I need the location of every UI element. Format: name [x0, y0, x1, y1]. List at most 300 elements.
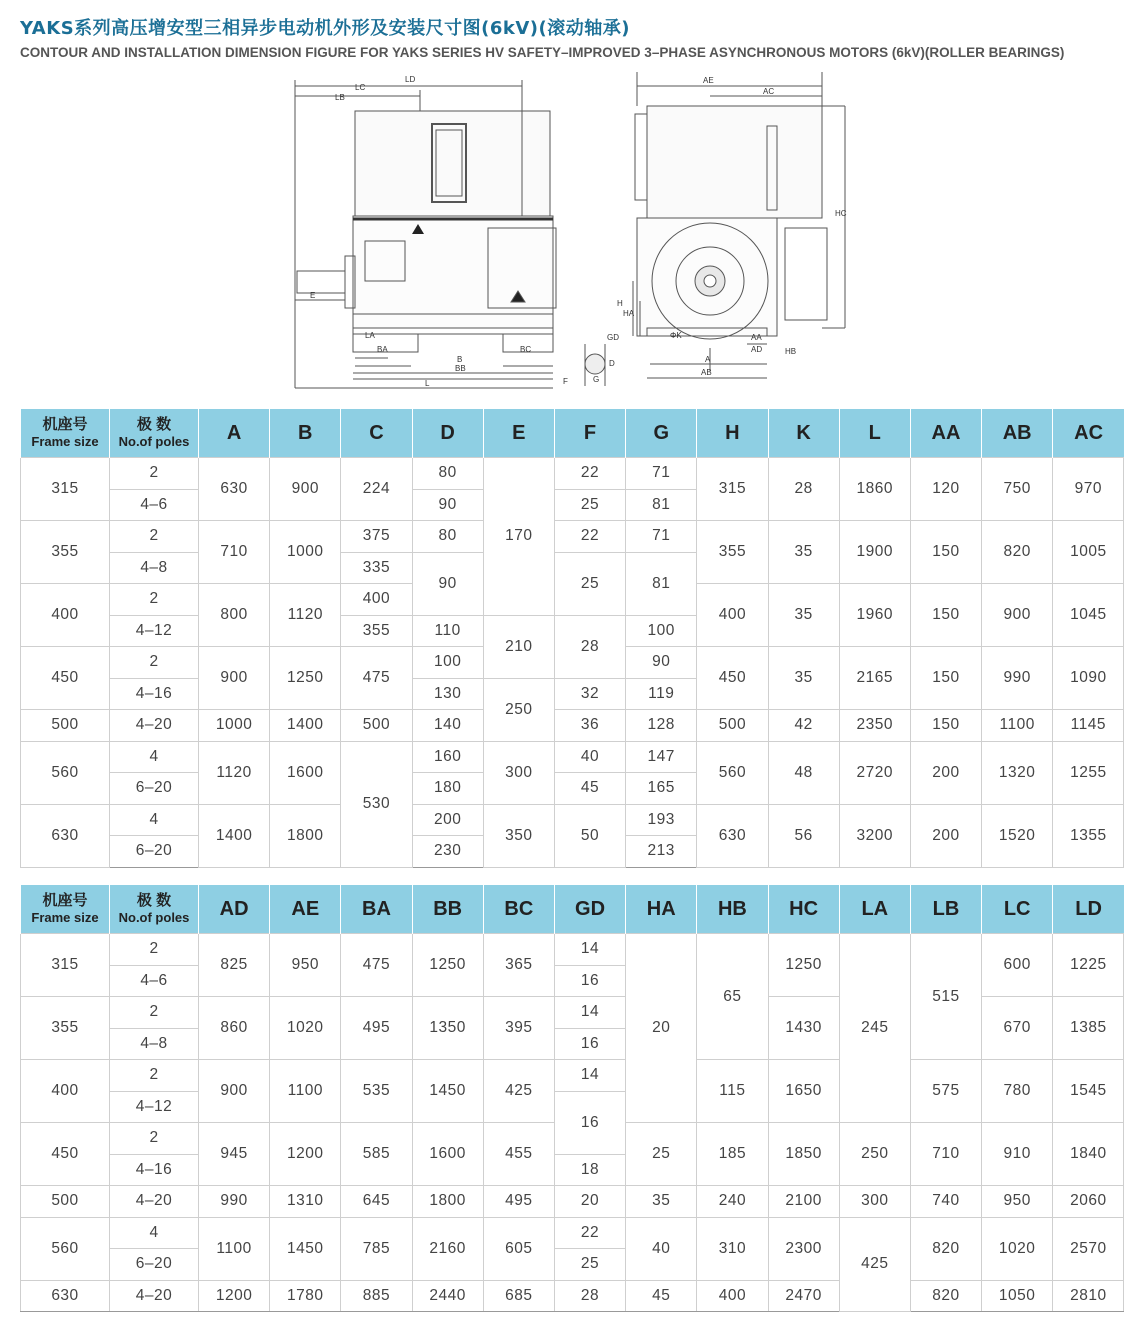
frame-size-cell: 560 — [21, 741, 110, 804]
value-cell: 25 — [554, 552, 625, 615]
poles-cell: 6–20 — [110, 1249, 199, 1281]
value-cell: 36 — [554, 710, 625, 742]
frame-size-cell: 630 — [21, 804, 110, 867]
value-cell: 1400 — [270, 710, 341, 742]
label-AE: AE — [703, 76, 714, 85]
value-cell: 20 — [626, 934, 697, 1123]
value-cell: 530 — [341, 741, 412, 867]
frame-size-cell: 500 — [21, 1186, 110, 1218]
table-row — [21, 934, 1124, 966]
side-view-body — [353, 216, 553, 328]
value-cell: 1600 — [270, 741, 341, 804]
value-cell: 90 — [626, 647, 697, 679]
value-cell: 970 — [1053, 458, 1124, 521]
table-row — [21, 804, 1124, 836]
value-cell: 2100 — [768, 1186, 839, 1218]
value-cell: 1200 — [270, 1123, 341, 1186]
value-cell: 1900 — [839, 521, 910, 584]
value-cell: 900 — [199, 647, 270, 710]
col-header: D — [412, 409, 483, 458]
value-cell: 1200 — [199, 1280, 270, 1312]
value-cell: 147 — [626, 741, 697, 773]
poles-cell: 2 — [110, 647, 199, 679]
col-header: LC — [982, 885, 1053, 934]
poles-cell: 4–12 — [110, 1091, 199, 1123]
value-cell: 1145 — [1053, 710, 1124, 742]
value-cell: 35 — [768, 521, 839, 584]
value-cell: 80 — [412, 458, 483, 490]
label-LC: LC — [355, 83, 366, 92]
table-row — [21, 458, 1124, 490]
value-cell: 56 — [768, 804, 839, 867]
col-header: BB — [412, 885, 483, 934]
poles-cell: 2 — [110, 521, 199, 553]
value-cell: 645 — [341, 1186, 412, 1218]
value-cell: 28 — [554, 1280, 625, 1312]
value-cell: 150 — [910, 647, 981, 710]
value-cell: 500 — [697, 710, 768, 742]
front-view-top-box — [647, 106, 822, 218]
value-cell: 605 — [483, 1217, 554, 1280]
value-cell: 710 — [199, 521, 270, 584]
col-header: C — [341, 409, 412, 458]
value-cell: 495 — [341, 997, 412, 1060]
value-cell: 1840 — [1053, 1123, 1124, 1186]
poles-cell: 4 — [110, 804, 199, 836]
value-cell: 495 — [483, 1186, 554, 1218]
value-cell: 535 — [341, 1060, 412, 1123]
label-GD: GD — [607, 333, 619, 342]
col-header: LD — [1053, 885, 1124, 934]
poles-cell: 2 — [110, 997, 199, 1029]
value-cell: 48 — [768, 741, 839, 804]
value-cell: 25 — [554, 1249, 625, 1281]
value-cell: 475 — [341, 647, 412, 710]
value-cell: 80 — [412, 521, 483, 553]
table-row — [21, 1186, 1124, 1218]
value-cell: 945 — [199, 1123, 270, 1186]
label-LD: LD — [405, 75, 416, 84]
poles-cell: 4–16 — [110, 678, 199, 710]
value-cell: 1800 — [412, 1186, 483, 1218]
label-AB: AB — [701, 368, 712, 377]
value-cell: 1545 — [1053, 1060, 1124, 1123]
value-cell: 42 — [768, 710, 839, 742]
poles-cell: 4–12 — [110, 615, 199, 647]
value-cell: 630 — [199, 458, 270, 521]
value-cell: 1020 — [982, 1217, 1053, 1280]
frame-size-cell: 355 — [21, 997, 110, 1060]
value-cell: 1100 — [199, 1217, 270, 1280]
frame-size-cell: 400 — [21, 1060, 110, 1123]
col-header: F — [554, 409, 625, 458]
value-cell: 245 — [839, 934, 910, 1123]
value-cell: 71 — [626, 521, 697, 553]
value-cell: 35 — [626, 1186, 697, 1218]
poles-cell: 4–20 — [110, 1186, 199, 1218]
value-cell: 2165 — [839, 647, 910, 710]
value-cell: 1020 — [270, 997, 341, 1060]
value-cell: 1960 — [839, 584, 910, 647]
value-cell: 1450 — [412, 1060, 483, 1123]
frame-size-cell: 355 — [21, 521, 110, 584]
value-cell: 1600 — [412, 1123, 483, 1186]
poles-cell: 2 — [110, 1123, 199, 1155]
poles-header: 极 数 No.of poles — [110, 409, 199, 458]
label-D: D — [609, 359, 615, 368]
value-cell: 910 — [982, 1123, 1053, 1186]
label-HB: HB — [785, 347, 797, 356]
value-cell: 71 — [626, 458, 697, 490]
value-cell: 150 — [910, 710, 981, 742]
value-cell: 25 — [554, 489, 625, 521]
label-B: B — [457, 355, 463, 364]
value-cell: 1045 — [1053, 584, 1124, 647]
value-cell: 1400 — [199, 804, 270, 867]
value-cell: 200 — [910, 741, 981, 804]
frame-size-header: 机座号 Frame size — [21, 885, 110, 934]
frame-size-cell: 315 — [21, 934, 110, 997]
value-cell: 425 — [483, 1060, 554, 1123]
value-cell: 1850 — [768, 1123, 839, 1186]
col-header: LA — [839, 885, 910, 934]
value-cell: 115 — [697, 1060, 768, 1123]
value-cell: 25 — [626, 1123, 697, 1186]
value-cell: 128 — [626, 710, 697, 742]
label-BC: BC — [520, 345, 532, 354]
frame-size-cell: 630 — [21, 1280, 110, 1312]
value-cell: 130 — [412, 678, 483, 710]
value-cell: 575 — [910, 1060, 981, 1123]
value-cell: 1320 — [982, 741, 1053, 804]
col-header: BC — [483, 885, 554, 934]
value-cell: 1355 — [1053, 804, 1124, 867]
value-cell: 2300 — [768, 1217, 839, 1280]
side-view-top-box — [355, 111, 550, 216]
value-cell: 450 — [697, 647, 768, 710]
label-BA: BA — [377, 345, 388, 354]
col-header: A — [199, 409, 270, 458]
frame-size-cell: 400 — [21, 584, 110, 647]
value-cell: 14 — [554, 934, 625, 966]
value-cell: 16 — [554, 1091, 625, 1154]
value-cell: 200 — [412, 804, 483, 836]
poles-cell: 4–8 — [110, 552, 199, 584]
col-header: E — [483, 409, 554, 458]
value-cell: 900 — [199, 1060, 270, 1123]
value-cell: 100 — [626, 615, 697, 647]
value-cell: 150 — [910, 521, 981, 584]
value-cell: 1050 — [982, 1280, 1053, 1312]
title-chinese: YAKS系列高压增安型三相异步电动机外形及安装尺寸图(6kV)(滚动轴承) — [20, 18, 630, 39]
value-cell: 14 — [554, 997, 625, 1029]
value-cell: 2470 — [768, 1280, 839, 1312]
shaft-section — [585, 354, 605, 374]
col-header: HB — [697, 885, 768, 934]
label-F: F — [563, 377, 568, 386]
value-cell: 1255 — [1053, 741, 1124, 804]
value-cell: 35 — [768, 647, 839, 710]
col-header: AB — [982, 409, 1053, 458]
col-header: AA — [910, 409, 981, 458]
value-cell: 45 — [554, 773, 625, 805]
value-cell: 35 — [768, 584, 839, 647]
col-header: AC — [1053, 409, 1124, 458]
value-cell: 685 — [483, 1280, 554, 1312]
table-row — [21, 521, 1124, 553]
value-cell: 1310 — [270, 1186, 341, 1218]
col-header: AE — [270, 885, 341, 934]
value-cell: 750 — [982, 458, 1053, 521]
value-cell: 200 — [910, 804, 981, 867]
value-cell: 250 — [483, 678, 554, 741]
value-cell: 240 — [697, 1186, 768, 1218]
value-cell: 670 — [982, 997, 1053, 1060]
col-header: HA — [626, 885, 697, 934]
value-cell: 350 — [483, 804, 554, 867]
value-cell: 990 — [982, 647, 1053, 710]
value-cell: 395 — [483, 997, 554, 1060]
frame-size-cell: 315 — [21, 458, 110, 521]
poles-cell: 4 — [110, 1217, 199, 1249]
value-cell: 65 — [697, 934, 768, 1060]
label-H: H — [617, 299, 623, 308]
value-cell: 81 — [626, 489, 697, 521]
value-cell: 2060 — [1053, 1186, 1124, 1218]
value-cell: 2720 — [839, 741, 910, 804]
value-cell: 213 — [626, 836, 697, 868]
dimension-table-2 — [20, 885, 1124, 1312]
poles-cell: 6–20 — [110, 773, 199, 805]
value-cell: 310 — [697, 1217, 768, 1280]
value-cell: 119 — [626, 678, 697, 710]
poles-cell: 4–20 — [110, 710, 199, 742]
value-cell: 81 — [626, 552, 697, 615]
value-cell: 400 — [697, 584, 768, 647]
value-cell: 630 — [697, 804, 768, 867]
value-cell: 1860 — [839, 458, 910, 521]
value-cell: 22 — [554, 458, 625, 490]
value-cell: 990 — [199, 1186, 270, 1218]
col-header: BA — [341, 885, 412, 934]
value-cell: 1430 — [768, 997, 839, 1060]
value-cell: 100 — [412, 647, 483, 679]
value-cell: 22 — [554, 521, 625, 553]
value-cell: 1520 — [982, 804, 1053, 867]
value-cell: 950 — [270, 934, 341, 997]
value-cell: 2570 — [1053, 1217, 1124, 1280]
value-cell: 90 — [412, 552, 483, 615]
col-header: K — [768, 409, 839, 458]
value-cell: 1090 — [1053, 647, 1124, 710]
value-cell: 500 — [341, 710, 412, 742]
value-cell: 180 — [412, 773, 483, 805]
value-cell: 22 — [554, 1217, 625, 1249]
value-cell: 50 — [554, 804, 625, 867]
col-header: L — [839, 409, 910, 458]
label-LA: LA — [365, 331, 375, 340]
value-cell: 780 — [982, 1060, 1053, 1123]
value-cell: 120 — [910, 458, 981, 521]
label-K: ΦK — [670, 331, 682, 340]
value-cell: 28 — [554, 615, 625, 678]
value-cell: 2350 — [839, 710, 910, 742]
dimension-table-1 — [20, 409, 1124, 868]
label-HA: HA — [623, 309, 635, 318]
value-cell: 1800 — [270, 804, 341, 867]
value-cell: 2160 — [412, 1217, 483, 1280]
value-cell: 193 — [626, 804, 697, 836]
label-A: A — [705, 355, 711, 364]
value-cell: 170 — [483, 458, 554, 616]
value-cell: 335 — [341, 552, 412, 584]
col-header: GD — [554, 885, 625, 934]
value-cell: 1120 — [199, 741, 270, 804]
value-cell: 150 — [910, 584, 981, 647]
poles-cell: 2 — [110, 1060, 199, 1092]
value-cell: 3200 — [839, 804, 910, 867]
label-AC: AC — [763, 87, 775, 96]
title-english: CONTOUR AND INSTALLATION DIMENSION FIGURE FOR YAKS SERIES HV SAFETY–IMPROVED 3–PHASE ASYNCHRONOUS MOTORS (6kV)(ROLLER BEARINGS) — [20, 45, 1065, 60]
col-header: G — [626, 409, 697, 458]
value-cell: 300 — [839, 1186, 910, 1218]
value-cell: 160 — [412, 741, 483, 773]
col-header: B — [270, 409, 341, 458]
poles-cell: 2 — [110, 934, 199, 966]
value-cell: 1000 — [270, 521, 341, 584]
label-HC: HC — [835, 209, 847, 218]
value-cell: 400 — [697, 1280, 768, 1312]
value-cell: 475 — [341, 934, 412, 997]
label-G: G — [593, 375, 600, 384]
poles-cell: 2 — [110, 458, 199, 490]
value-cell: 400 — [341, 584, 412, 616]
shaft — [297, 271, 345, 293]
value-cell: 740 — [910, 1186, 981, 1218]
label-BB: BB — [455, 364, 466, 373]
col-header: LB — [910, 885, 981, 934]
value-cell: 315 — [697, 458, 768, 521]
value-cell: 140 — [412, 710, 483, 742]
value-cell: 300 — [483, 741, 554, 804]
value-cell: 710 — [910, 1123, 981, 1186]
value-cell: 1250 — [768, 934, 839, 997]
value-cell: 1225 — [1053, 934, 1124, 997]
value-cell: 900 — [982, 584, 1053, 647]
poles-cell: 2 — [110, 584, 199, 616]
value-cell: 820 — [982, 521, 1053, 584]
label-AA: AA — [751, 333, 762, 342]
value-cell: 1120 — [270, 584, 341, 647]
value-cell: 1250 — [412, 934, 483, 997]
value-cell: 515 — [910, 934, 981, 1060]
value-cell: 800 — [199, 584, 270, 647]
value-cell: 355 — [697, 521, 768, 584]
value-cell: 1350 — [412, 997, 483, 1060]
front-view-terminal-box — [785, 228, 827, 320]
value-cell: 365 — [483, 934, 554, 997]
frame-size-cell: 560 — [21, 1217, 110, 1280]
value-cell: 210 — [483, 615, 554, 678]
value-cell: 1385 — [1053, 997, 1124, 1060]
value-cell: 820 — [910, 1280, 981, 1312]
value-cell: 90 — [412, 489, 483, 521]
value-cell: 1780 — [270, 1280, 341, 1312]
table-row — [21, 1060, 1124, 1092]
value-cell: 45 — [626, 1280, 697, 1312]
frame-size-cell: 500 — [21, 710, 110, 742]
value-cell: 250 — [839, 1123, 910, 1186]
poles-cell: 4 — [110, 741, 199, 773]
value-cell: 825 — [199, 934, 270, 997]
value-cell: 1100 — [982, 710, 1053, 742]
poles-cell: 4–6 — [110, 489, 199, 521]
value-cell: 40 — [554, 741, 625, 773]
value-cell: 1005 — [1053, 521, 1124, 584]
value-cell: 1000 — [199, 710, 270, 742]
poles-header: 极 数 No.of poles — [110, 885, 199, 934]
value-cell: 1250 — [270, 647, 341, 710]
col-header: HC — [768, 885, 839, 934]
col-header: AD — [199, 885, 270, 934]
value-cell: 224 — [341, 458, 412, 521]
poles-cell: 4–16 — [110, 1154, 199, 1186]
label-AD: AD — [751, 345, 763, 354]
value-cell: 355 — [341, 615, 412, 647]
poles-cell: 4–8 — [110, 1028, 199, 1060]
value-cell: 165 — [626, 773, 697, 805]
value-cell: 40 — [626, 1217, 697, 1280]
table-row — [21, 741, 1124, 773]
label-L: L — [425, 379, 430, 388]
value-cell: 16 — [554, 965, 625, 997]
poles-cell: 6–20 — [110, 836, 199, 868]
value-cell: 860 — [199, 997, 270, 1060]
value-cell: 455 — [483, 1123, 554, 1186]
value-cell: 785 — [341, 1217, 412, 1280]
table-row — [21, 1280, 1124, 1312]
motor-dimension-drawing — [285, 66, 845, 401]
value-cell: 820 — [910, 1217, 981, 1280]
value-cell: 900 — [270, 458, 341, 521]
value-cell: 375 — [341, 521, 412, 553]
value-cell: 560 — [697, 741, 768, 804]
value-cell: 2440 — [412, 1280, 483, 1312]
frame-size-header: 机座号 Frame size — [21, 409, 110, 458]
table-row — [21, 710, 1124, 742]
value-cell: 950 — [982, 1186, 1053, 1218]
col-header: H — [697, 409, 768, 458]
frame-size-cell: 450 — [21, 647, 110, 710]
poles-cell: 4–20 — [110, 1280, 199, 1312]
value-cell: 185 — [697, 1123, 768, 1186]
table-header-row — [21, 885, 1124, 934]
value-cell: 28 — [768, 458, 839, 521]
value-cell: 1450 — [270, 1217, 341, 1280]
value-cell: 32 — [554, 678, 625, 710]
value-cell: 600 — [982, 934, 1053, 997]
value-cell: 885 — [341, 1280, 412, 1312]
poles-cell: 4–6 — [110, 965, 199, 997]
value-cell: 14 — [554, 1060, 625, 1092]
label-E: E — [310, 291, 316, 300]
value-cell: 16 — [554, 1028, 625, 1060]
value-cell: 585 — [341, 1123, 412, 1186]
value-cell: 1100 — [270, 1060, 341, 1123]
value-cell: 425 — [839, 1217, 910, 1312]
value-cell: 20 — [554, 1186, 625, 1218]
label-LB: LB — [335, 93, 345, 102]
